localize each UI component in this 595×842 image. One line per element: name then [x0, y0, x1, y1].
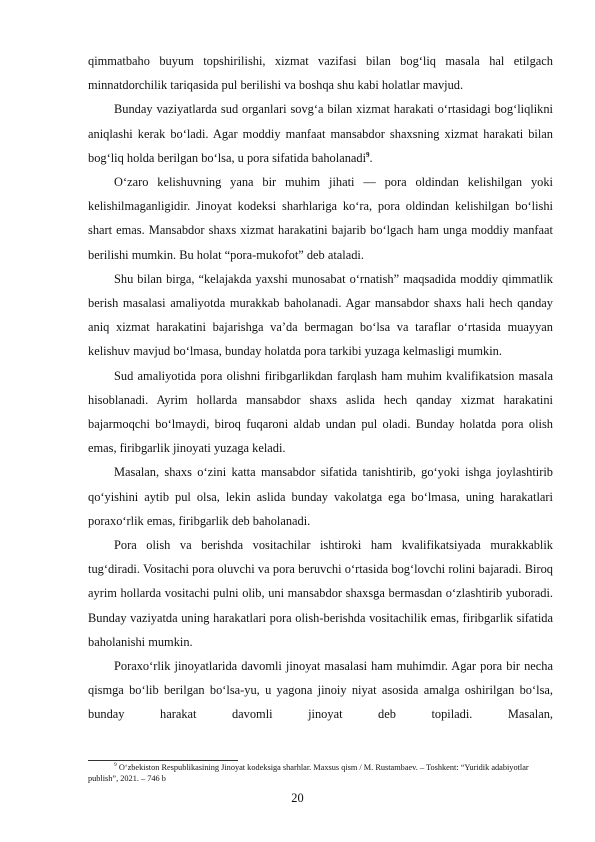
paragraph-text: Bunday vaziyatlarda sud organlari sovg‘a bilan xizmat harakati o‘rtasidagi bog‘liqlikni aniqlashi kerak bo‘ladi. Agar moddiy manfaat mansabdor shaxsning xizmat harakati bilan bog‘liq holda berilgan bo‘lsa, u pora sifatida baholanadi: [88, 102, 553, 165]
paragraph-example: Masalan, shaxs o‘zini katta mansabdor sifatida tanishtirib, go‘yoki ishga joylashtirib qo‘yishini aytib pul olsa, lekin aslida bunday vakolatga ega bo‘lmasa, uning harakatlari poraxo‘rlik emas, firibgarlik deb baholanadi.: [88, 465, 553, 528]
footnote: [88, 763, 553, 784]
paragraph-mutual-agreement: O‘zaro kelishuvning yana bir muhim jihati — pora oldindan kelishilgan yoki kelishilmaganligidir. Jinoyat kodeksi sharhlariga ko‘ra, pora oldindan kelishilgan bo‘lishi shart emas. Mansabdor shaxs xizmat harakatini bajarib bo‘lgach ham unga moddiy manfaat berilishi mumkin. Bu holat “pora-mukofot” deb ataladi.: [88, 175, 553, 262]
paragraph-intermediaries: Pora olish va berishda vositachilar ishtiroki ham kvalifikatsiyada murakkablik tug‘diradi. Vositachi pora oluvchi va pora beruvchi o‘rtasida bog‘lovchi rolini bajaradi. Biroq ayrim hollarda vositachi pulni olib, uni mansabdor shaxsga bermasdan o‘zlashtirib yuboradi. Bunday vaziyatda uning harakatlari pora olish-berishda vositachilik emas, firibgarlik sifatida baholanishi mumkin.: [88, 538, 553, 649]
paragraph-fraud-distinction: Sud amaliyotida pora olishni firibgarlikdan farqlash ham muhim kvalifikatsion masala hisoblanadi. Ayrim hollarda mansabdor shaxs aslida hech qanday xizmat harakatini bajarmoqchi bo‘lmaydi, biroq fuqaroni aldab undan pul oladi. Bunday holatda pora olish emas, firibgarlik jinoyati yuzaga keladi.: [88, 368, 553, 456]
footnote-divider: [88, 760, 238, 761]
document-body: [88, 49, 553, 727]
paragraph-period: .: [369, 150, 373, 165]
footnote-text: O‘zbekiston Respublikasining Jinoyat kodeksiga sharhlar. Maxsus qism / M. Rustambaev. – Toshkent: “Yuridik adabiyotlar publish”, 2021. – 746 b: [88, 763, 529, 783]
paragraph-future-relations: Shu bilan birga, “kelajakda yaxshi munosabat o‘rnatish” maqsadida moddiy qimmatlik berish masalasi amaliyotda murakkab baholanadi. Agar mansabdor shaxs hali hech qanday aniq xizmat harakatini bajarishga va’da bermagan bo‘lsa va taraflar o‘rtasida muayyan kelishuv mavjud bo‘lmasa, bunday holatda pora tarkibi yuzaga kelmasligi mumkin.: [88, 271, 553, 359]
footnote-reference: 9: [366, 150, 370, 159]
footnote-marker: 9: [114, 762, 117, 769]
paragraph-continuing-crime: Poraxo‘rlik jinoyatlarida davomli jinoyat masalasi ham muhimdir. Agar pora bir necha qismga bo‘lib berilgan bo‘lsa-yu, u yagona jinoiy niyat asosida amalga oshirilgan bo‘lsa, bunday harakat davomli jinoyat deb topiladi. Masalan,: [88, 659, 553, 722]
paragraph-court-bodies: [88, 97, 553, 170]
paragraph-continued: qimmatbaho buyum topshirilishi, xizmat vazifasi bilan bog‘liq masala hal etilgach minnatdorchilik tariqasida pul berilishi va boshqa shu kabi holatlar mavjud.: [88, 54, 553, 93]
page-number: 20: [291, 791, 304, 805]
